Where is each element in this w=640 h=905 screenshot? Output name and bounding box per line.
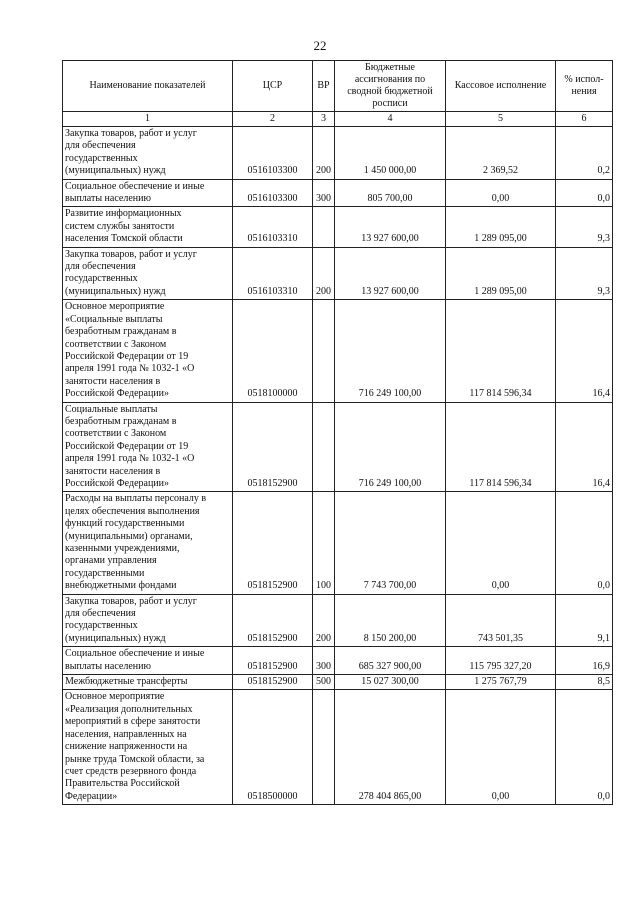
page-number: 22	[313, 38, 327, 53]
table-row	[63, 247, 613, 300]
row-vr	[313, 402, 335, 492]
table-row	[63, 300, 613, 402]
row-cash: 115 795 327,20	[446, 647, 556, 675]
row-name: Расходы на выплаты персоналу в целях обеспечения выполнения функций государственными (муниципальными) органами, казенными учреждениями, органами управления государственными внебюджетными фондами	[63, 492, 233, 594]
row-cash: 1 275 767,79	[446, 675, 556, 690]
column-index: 6	[556, 112, 613, 127]
header-row	[63, 61, 613, 112]
budget-execution-table	[62, 60, 613, 805]
row-cash: 117 814 596,34	[446, 402, 556, 492]
column-index: 5	[446, 112, 556, 127]
table-row	[63, 207, 613, 247]
row-pct: 0,2	[556, 127, 613, 180]
row-pct: 9,3	[556, 247, 613, 300]
row-vr: 300	[313, 647, 335, 675]
row-pct: 0,0	[556, 690, 613, 805]
row-pct: 0,0	[556, 179, 613, 207]
row-budget: 716 249 100,00	[335, 402, 446, 492]
header-cash: Кассовое исполнение	[446, 61, 556, 112]
table-row	[63, 690, 613, 805]
row-vr: 200	[313, 247, 335, 300]
row-pct: 9,3	[556, 207, 613, 247]
row-name: Социальные выплаты безработным гражданам в соответствии с Законом Российской Федерации от 19 апреля 1991 года № 1032-1 «О занятости населения в Российской Федерации»	[63, 402, 233, 492]
row-csr: 0518152900	[233, 647, 313, 675]
row-pct: 9,1	[556, 594, 613, 647]
row-vr: 300	[313, 179, 335, 207]
row-csr: 0518152900	[233, 402, 313, 492]
row-csr: 0518100000	[233, 300, 313, 402]
row-budget: 1 450 000,00	[335, 127, 446, 180]
row-vr: 500	[313, 675, 335, 690]
row-cash: 0,00	[446, 179, 556, 207]
row-budget: 13 927 600,00	[335, 207, 446, 247]
header-csr: ЦСР	[233, 61, 313, 112]
row-pct: 16,4	[556, 402, 613, 492]
table-row	[63, 179, 613, 207]
table-row	[63, 647, 613, 675]
row-budget: 8 150 200,00	[335, 594, 446, 647]
row-csr: 0518152900	[233, 675, 313, 690]
row-name: Закупка товаров, работ и услуг для обеспечения государственных (муниципальных) нужд	[63, 127, 233, 180]
row-budget: 7 743 700,00	[335, 492, 446, 594]
column-index: 2	[233, 112, 313, 127]
row-vr: 200	[313, 594, 335, 647]
row-csr: 0516103300	[233, 127, 313, 180]
row-csr: 0516103300	[233, 179, 313, 207]
column-index-row	[63, 112, 613, 127]
row-pct: 16,4	[556, 300, 613, 402]
column-index: 1	[63, 112, 233, 127]
row-cash: 0,00	[446, 492, 556, 594]
row-budget: 13 927 600,00	[335, 247, 446, 300]
header-vr: ВР	[313, 61, 335, 112]
row-pct: 16,9	[556, 647, 613, 675]
row-cash: 1 289 095,00	[446, 207, 556, 247]
row-vr	[313, 207, 335, 247]
header-budget: Бюджетные ассигнования по сводной бюджетной росписи	[335, 61, 446, 112]
column-index: 4	[335, 112, 446, 127]
row-budget: 716 249 100,00	[335, 300, 446, 402]
row-budget: 685 327 900,00	[335, 647, 446, 675]
table-row	[63, 594, 613, 647]
table-row	[63, 127, 613, 180]
row-cash: 2 369,52	[446, 127, 556, 180]
row-budget: 805 700,00	[335, 179, 446, 207]
row-cash: 0,00	[446, 690, 556, 805]
row-name: Основное мероприятие «Реализация дополнительных мероприятий в сфере занятости населения, направленных на снижение напряженности на рынке труда Томской области, за счет средств резервного фонда Правительства Российской Федерации»	[63, 690, 233, 805]
header-name: Наименование показателей	[63, 61, 233, 112]
row-csr: 0516103310	[233, 247, 313, 300]
row-cash: 1 289 095,00	[446, 247, 556, 300]
table-row	[63, 675, 613, 690]
row-csr: 0516103310	[233, 207, 313, 247]
row-csr: 0518152900	[233, 594, 313, 647]
row-pct: 0,0	[556, 492, 613, 594]
row-vr: 100	[313, 492, 335, 594]
row-vr	[313, 300, 335, 402]
row-vr: 200	[313, 127, 335, 180]
row-name: Закупка товаров, работ и услуг для обеспечения государственных (муниципальных) нужд	[63, 247, 233, 300]
row-budget: 278 404 865,00	[335, 690, 446, 805]
row-name: Социальное обеспечение и иные выплаты населению	[63, 647, 233, 675]
row-pct: 8,5	[556, 675, 613, 690]
row-name: Социальное обеспечение и иные выплаты населению	[63, 179, 233, 207]
row-csr: 0518500000	[233, 690, 313, 805]
row-cash: 117 814 596,34	[446, 300, 556, 402]
row-vr	[313, 690, 335, 805]
row-cash: 743 501,35	[446, 594, 556, 647]
row-budget: 15 027 300,00	[335, 675, 446, 690]
table-row	[63, 492, 613, 594]
row-name: Развитие информационных систем службы занятости населения Томской области	[63, 207, 233, 247]
row-name: Основное мероприятие «Социальные выплаты безработным гражданам в соответствии с Законом Российской Федерации от 19 апреля 1991 года № 1032-1 «О занятости населения в Российской Федерации»	[63, 300, 233, 402]
row-csr: 0518152900	[233, 492, 313, 594]
column-index: 3	[313, 112, 335, 127]
row-name: Межбюджетные трансферты	[63, 675, 233, 690]
row-name: Закупка товаров, работ и услуг для обеспечения государственных (муниципальных) нужд	[63, 594, 233, 647]
table-row	[63, 402, 613, 492]
header-pct: % испол-нения	[556, 61, 613, 112]
